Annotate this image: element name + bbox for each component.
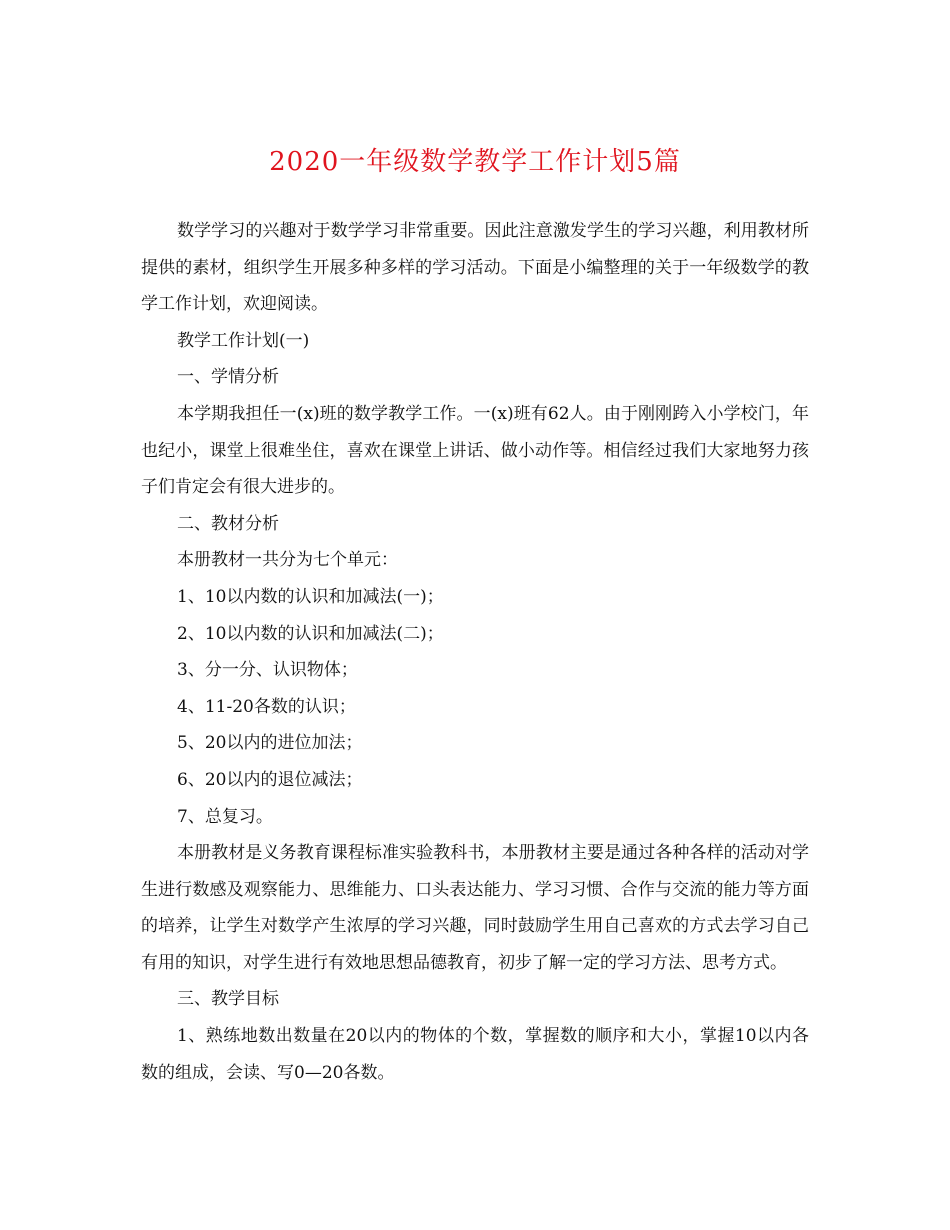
list-item: 5、20以内的进位加法； bbox=[177, 733, 363, 754]
section-heading: 一、学情分析 bbox=[177, 367, 279, 388]
section-heading: 二、教材分析 bbox=[177, 513, 279, 534]
list-item: 6、20以内的退位减法； bbox=[177, 769, 363, 790]
section-heading: 教学工作计划(一) bbox=[177, 330, 310, 351]
list-item: 3、分一分、认识物体； bbox=[177, 660, 358, 681]
paragraph: 本学期我担任一(x)班的数学教学工作。一(x)班有62人。由于刚刚跨入小学校门，年也纪小，课堂上很难坐住，喜欢在课堂上讲话、做小动作等。相信经过我们大家地努力孩子们肯定会有很大进步的。 bbox=[141, 403, 809, 498]
list-item: 1、10以内数的认识和加减法(一)； bbox=[177, 586, 444, 607]
paragraph: 数学学习的兴趣对于数学学习非常重要。因此注意激发学生的学习兴趣，利用教材所提供的素材，组织学生开展多种多样的学习活动。下面是小编整理的关于一年级数学的教学工作计划，欢迎阅读。 bbox=[141, 221, 809, 315]
list-item: 7、总复习。 bbox=[177, 806, 273, 827]
paragraph: 本册教材一共分为七个单元： bbox=[177, 550, 398, 571]
list-item: 2、10以内数的认识和加减法(二)； bbox=[177, 623, 444, 644]
document-title: 2020一年级数学教学工作计划5篇 bbox=[269, 147, 681, 177]
section-heading: 三、教学目标 bbox=[177, 989, 279, 1010]
paragraph: 本册教材是义务教育课程标准实验教科书，本册教材主要是通过各种各样的活动对学生进行数感及观察能力、思维能力、口头表达能力、学习习惯、合作与交流的能力等方面的培养，让学生对数学产生浓厚的学习兴趣，同时鼓励学生用自己喜欢的方式去学习自己有用的知识，对学生进行有效地思想品德教育，初步了解一定的学习方法、思考方式。 bbox=[141, 843, 809, 973]
paragraph: 1、熟练地数出数量在20以内的物体的个数，掌握数的顺序和大小，掌握10以内各数的组成，会读、写0—20各数。 bbox=[141, 1026, 809, 1083]
list-item: 4、11-20各数的认识； bbox=[177, 696, 356, 717]
document-body bbox=[141, 213, 809, 1091]
